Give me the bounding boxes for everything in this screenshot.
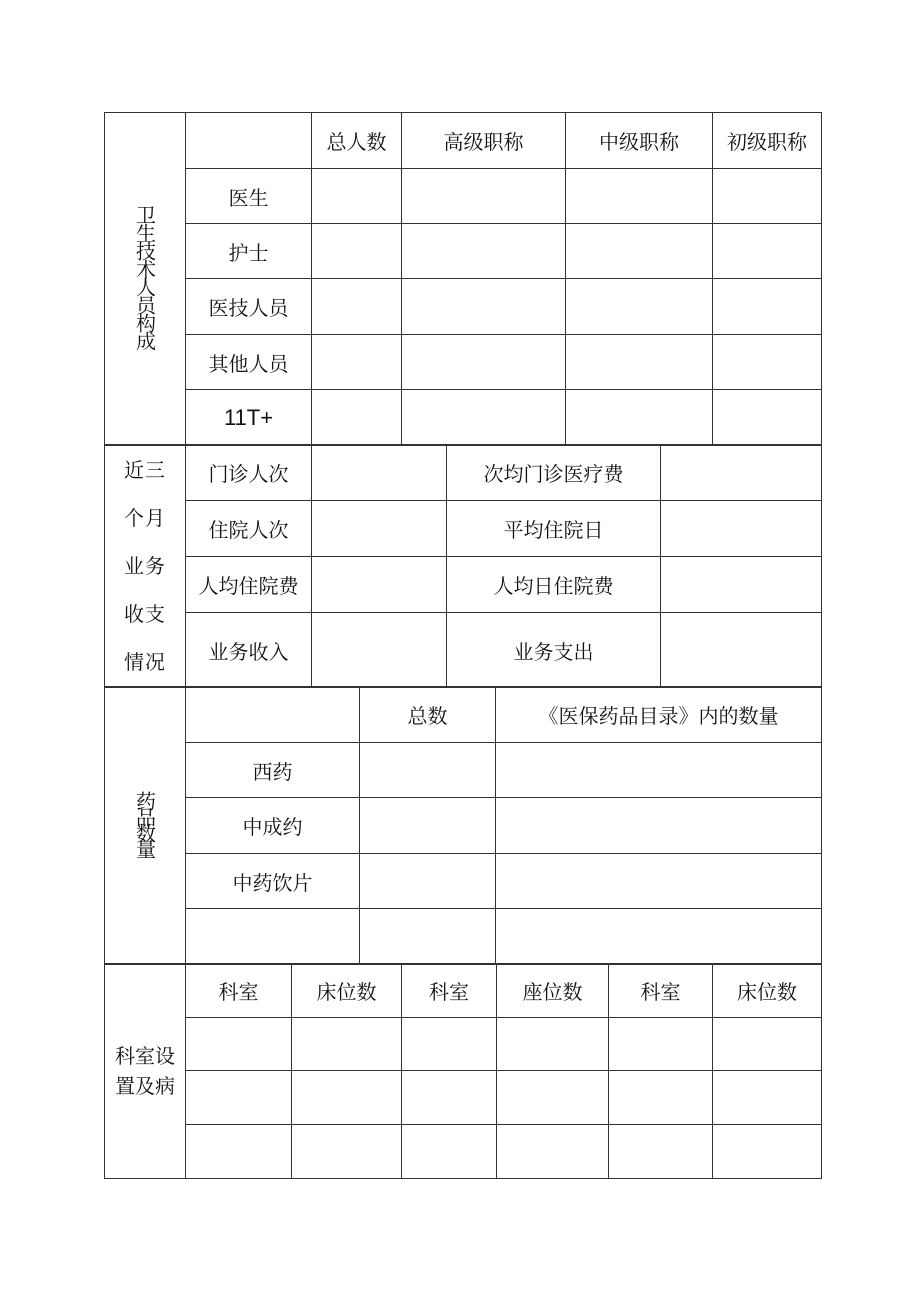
drugs-section	[104, 686, 821, 964]
input-cell[interactable]	[402, 1018, 497, 1071]
row-label-herbal-pieces: 中药饮片	[186, 854, 360, 909]
row-label-blank	[186, 909, 360, 965]
input-cell[interactable]	[713, 279, 822, 335]
input-cell[interactable]	[661, 501, 822, 557]
input-cell[interactable]	[496, 909, 822, 965]
input-cell[interactable]	[713, 1018, 822, 1071]
input-cell[interactable]	[661, 613, 822, 688]
departments-section	[104, 963, 821, 1178]
input-cell[interactable]	[360, 909, 496, 965]
input-cell[interactable]	[402, 279, 566, 335]
input-cell[interactable]	[312, 279, 402, 335]
input-cell[interactable]	[566, 335, 713, 390]
header-department-1: 科室	[186, 964, 292, 1018]
row-label-total: 11T+	[186, 390, 312, 446]
header-beds-1: 床位数	[292, 964, 402, 1018]
row-label-per-day-inpatient-fee: 人均日住院费	[447, 557, 661, 613]
row-label-western-medicine: 西药	[186, 743, 360, 798]
input-cell[interactable]	[609, 1125, 713, 1179]
input-cell[interactable]	[566, 169, 713, 224]
input-cell[interactable]	[312, 445, 447, 501]
input-cell[interactable]	[186, 1071, 292, 1125]
input-cell[interactable]	[496, 798, 822, 854]
input-cell[interactable]	[609, 1071, 713, 1125]
row-label-other: 其他人员	[186, 335, 312, 390]
input-cell[interactable]	[713, 224, 822, 279]
input-cell[interactable]	[292, 1125, 402, 1179]
input-cell[interactable]	[661, 445, 822, 501]
row-label-inpatient-visits: 住院人次	[186, 501, 312, 557]
row-label-patent-medicine: 中成约	[186, 798, 360, 854]
drugs-corner-cell	[186, 687, 360, 743]
input-cell[interactable]	[402, 224, 566, 279]
staff-side-text: 卫生技术人员构成	[132, 204, 157, 349]
input-cell[interactable]	[566, 224, 713, 279]
business-section	[104, 444, 821, 687]
input-cell[interactable]	[312, 335, 402, 390]
row-label-avg-stay: 平均住院日	[447, 501, 661, 557]
row-label-business-expense: 业务支出	[447, 613, 661, 688]
row-label-avg-outpatient-fee: 次均门诊医疗费	[447, 445, 661, 501]
input-cell[interactable]	[402, 390, 566, 446]
header-insurance-catalog-count: 《医保药品目录》内的数量	[496, 687, 822, 743]
row-label-nurse: 护士	[186, 224, 312, 279]
input-cell[interactable]	[566, 279, 713, 335]
departments-side-text: 科室设置及病	[115, 1044, 175, 1098]
row-label-technician: 医技人员	[186, 279, 312, 335]
input-cell[interactable]	[497, 1018, 609, 1071]
header-seats: 座位数	[497, 964, 609, 1018]
input-cell[interactable]	[360, 854, 496, 909]
business-side-text: 近三个月业务收支情况	[124, 458, 166, 674]
input-cell[interactable]	[713, 1071, 822, 1125]
input-cell[interactable]	[186, 1018, 292, 1071]
input-cell[interactable]	[292, 1071, 402, 1125]
input-cell[interactable]	[496, 854, 822, 909]
input-cell[interactable]	[713, 335, 822, 390]
header-senior: 高级职称	[402, 113, 566, 169]
input-cell[interactable]	[661, 557, 822, 613]
header-junior: 初级职称	[713, 113, 822, 169]
input-cell[interactable]	[402, 169, 566, 224]
input-cell[interactable]	[402, 335, 566, 390]
input-cell[interactable]	[312, 501, 447, 557]
business-table	[104, 444, 822, 688]
input-cell[interactable]	[360, 798, 496, 854]
input-cell[interactable]	[713, 169, 822, 224]
input-cell[interactable]	[566, 390, 713, 446]
staff-section	[104, 112, 821, 445]
drugs-table	[104, 686, 822, 965]
drugs-side-text: 药品数量	[132, 791, 157, 855]
departments-side-label	[105, 964, 186, 1179]
business-side-label	[105, 445, 186, 688]
drugs-side-label	[105, 687, 186, 965]
header-intermediate: 中级职称	[566, 113, 713, 169]
input-cell[interactable]	[713, 390, 822, 446]
staff-table	[104, 112, 822, 446]
input-cell[interactable]	[402, 1071, 497, 1125]
header-department-3: 科室	[609, 964, 713, 1018]
header-beds-2: 床位数	[713, 964, 822, 1018]
row-label-per-capita-inpatient-fee: 人均住院费	[186, 557, 312, 613]
row-label-outpatient-visits: 门诊人次	[186, 445, 312, 501]
input-cell[interactable]	[496, 743, 822, 798]
input-cell[interactable]	[186, 1125, 292, 1179]
input-cell[interactable]	[360, 743, 496, 798]
input-cell[interactable]	[312, 390, 402, 446]
header-department-2: 科室	[402, 964, 497, 1018]
input-cell[interactable]	[609, 1018, 713, 1071]
input-cell[interactable]	[292, 1018, 402, 1071]
input-cell[interactable]	[312, 224, 402, 279]
row-label-doctor: 医生	[186, 169, 312, 224]
input-cell[interactable]	[312, 613, 447, 688]
staff-side-label	[105, 113, 186, 446]
header-drug-total: 总数	[360, 687, 496, 743]
input-cell[interactable]	[312, 557, 447, 613]
departments-table	[104, 963, 822, 1179]
row-label-business-income: 业务收入	[186, 613, 312, 688]
input-cell[interactable]	[402, 1125, 497, 1179]
input-cell[interactable]	[312, 169, 402, 224]
input-cell[interactable]	[497, 1125, 609, 1179]
input-cell[interactable]	[497, 1071, 609, 1125]
input-cell[interactable]	[713, 1125, 822, 1179]
header-total: 总人数	[312, 113, 402, 169]
staff-corner-cell	[186, 113, 312, 169]
